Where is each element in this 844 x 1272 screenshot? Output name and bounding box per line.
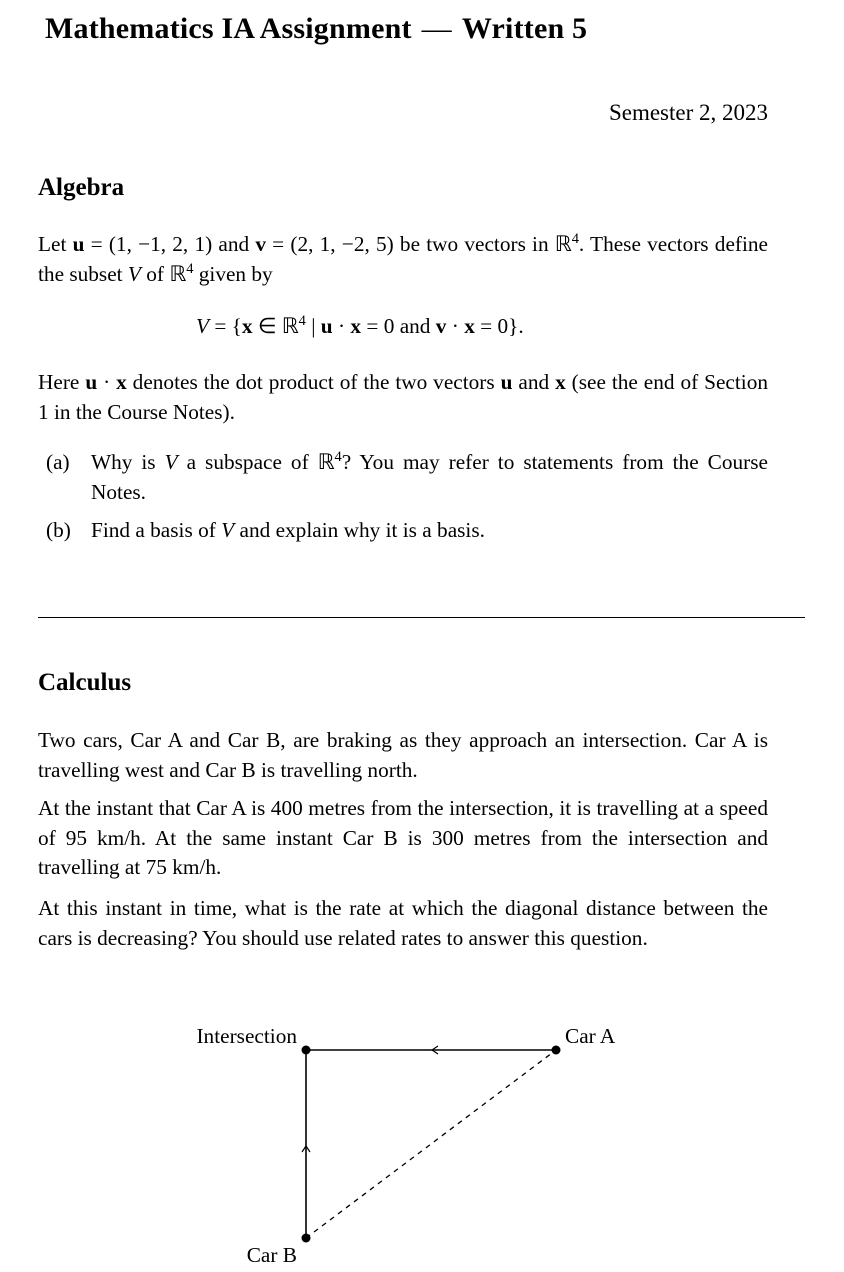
dot-product-note [38,368,768,427]
title-sub: Written 5 [461,12,588,45]
v-value: = (2, 1, −2, 5) be two vectors in ℝ [265,232,572,256]
item-set-v: V [164,450,178,474]
vector-u: u [72,232,85,256]
item-text-part: Find a basis of [91,518,222,542]
title-main: Mathematics IA Assignment [45,12,412,45]
semester-label: Semester 2, 2023 [608,100,768,125]
eq-vector-x: x [350,314,362,338]
intro-text: Let [38,232,73,256]
set-v: V [127,261,141,286]
item-marker: (a) [46,450,70,474]
dimension-superscript: 4 [186,260,194,277]
note-vector-x: x [116,370,127,394]
note-vector-u: u [500,370,513,394]
calculus-heading: Calculus [38,669,132,696]
label-intersection: Intersection [196,1024,297,1048]
arrow-north-icon [302,1146,310,1152]
dimension-superscript: 4 [298,312,306,329]
intro-text: . These vectors define the subset [38,232,769,286]
eq-part: = { [209,314,242,338]
calculus-paragraph-1: Two cars, Car A and Car B, are braking as they approach an intersection. Car A is travelling west and Car B is travelling north. [38,728,768,782]
diagonal-distance [306,1050,556,1238]
item-text-part: a subspace of ℝ [177,450,335,474]
note-text: and [512,370,556,394]
eq-vector-x: x [241,314,253,338]
calculus-paragraph-2: At the instant that Car A is 400 metres from the intersection, it is travelling at a speed of 95 km/h. At the same instant Car B is 300 metres from the intersection and travelling at 75 km/h. [38,796,768,879]
eq-part: | [305,314,321,338]
note-vector-x: x [555,370,566,394]
eq-part: = 0}. [474,314,524,338]
algebra-intro [38,230,768,289]
item-text [91,516,768,546]
car-b-point [302,1234,311,1243]
item-marker: (b) [46,518,71,542]
eq-set-v: V [196,314,210,338]
intro-text: given by [193,261,273,286]
u-value: = (1, −1, 2, 1) and [84,232,256,256]
label-car-a: Car A [565,1024,616,1048]
dimension-superscript: 4 [571,230,579,247]
item-text-part: and explain why it is a basis. [234,518,485,542]
vector-v: v [255,232,266,256]
item-text-part: Why is [91,450,165,474]
eq-part: · [332,314,351,338]
intersection-point [302,1046,311,1055]
note-text: Here [38,370,86,394]
note-dot: · [97,370,117,394]
section-divider [38,617,805,618]
algebra-heading: Algebra [38,174,125,201]
eq-vector-x: x [464,314,475,338]
question-item-a [46,448,768,507]
eq-vector-u: u [320,314,333,338]
note-text: denotes the dot product of the two vectors [126,370,501,394]
dimension-superscript: 4 [334,448,342,465]
item-text [91,448,768,507]
car-a-point [552,1046,561,1055]
eq-part: · [446,314,465,338]
eq-part: ∈ ℝ [252,314,299,338]
set-definition-equation [196,314,524,339]
title-dash: — [421,12,452,45]
label-car-b: Car B [246,1243,297,1267]
intro-text: of ℝ [140,261,187,286]
note-text: (see the end of Section 1 in the Course Notes). [38,370,768,424]
item-text-part: ? You may refer to statements from the Course Notes. [91,450,768,504]
document-title [45,12,587,46]
eq-part: = 0 and [361,314,436,338]
eq-vector-v: v [435,314,447,338]
note-vector-u: u [85,370,98,394]
arrow-west-icon [432,1046,438,1054]
calculus-paragraph-3: At this instant in time, what is the rate at which the diagonal distance between the cars is decreasing? You should use related rates to answer this question. [38,896,768,950]
item-set-v: V [221,518,235,542]
question-item-b [46,516,768,546]
